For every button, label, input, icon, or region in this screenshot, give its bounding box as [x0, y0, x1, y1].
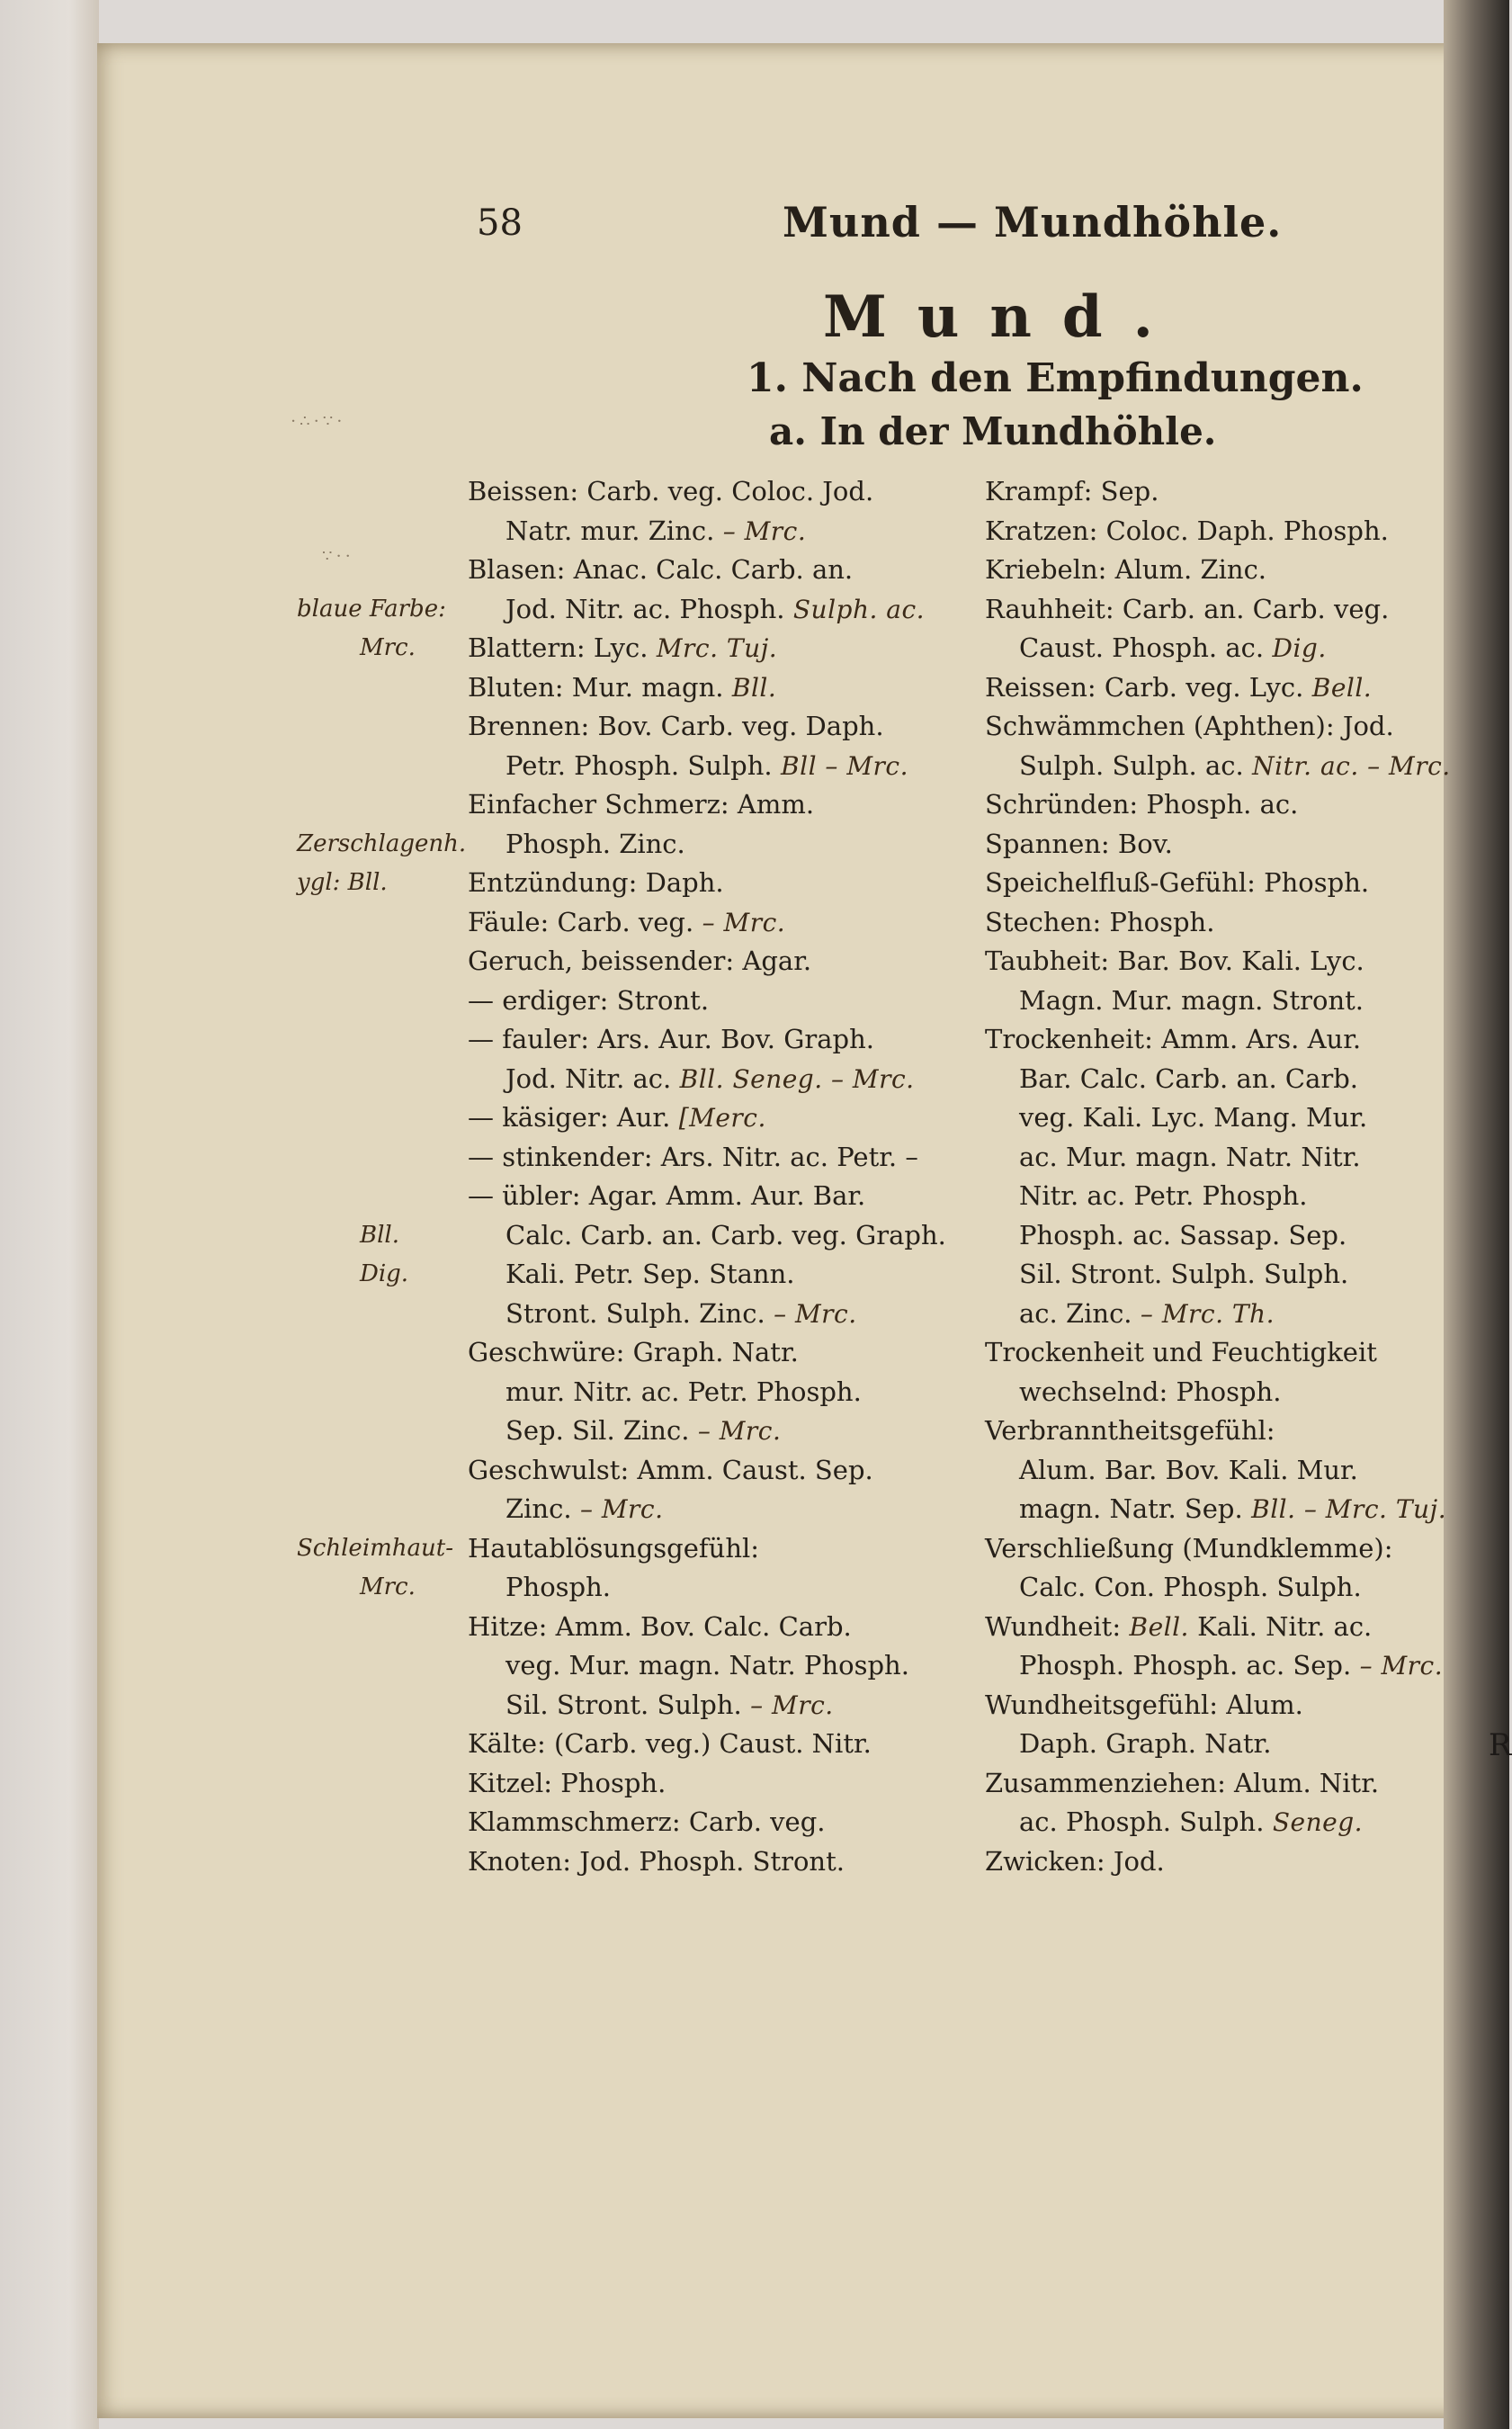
index-entry — [985, 551, 1489, 590]
index-entry — [468, 1842, 935, 1882]
index-entry — [468, 512, 935, 551]
handwritten-annotation: Mrc. Tuj. — [648, 633, 778, 663]
entry-text: Sil. Stront. Sulph. — [505, 1689, 742, 1720]
entry-text: Schründen: Phosph. ac. — [985, 789, 1299, 820]
index-entry — [985, 747, 1489, 786]
margin-annotation: Zerschlagenh. — [297, 829, 467, 857]
handwritten-annotation: – Mrc. — [693, 907, 786, 937]
entry-text-continued: Kali. Nitr. ac. — [1188, 1610, 1373, 1642]
index-entry — [468, 1490, 935, 1529]
index-entry — [985, 1138, 1489, 1178]
margin-annotation: Schleimhaut- — [297, 1534, 454, 1562]
handwritten-annotation: Bll. — [723, 672, 777, 703]
index-entry — [985, 1490, 1489, 1529]
entry-text: Reissen: Carb. veg. Lyc. — [985, 671, 1304, 703]
entry-text: Natr. mur. Zinc. — [505, 515, 715, 546]
right-column — [985, 472, 1489, 1881]
running-head: Mund — Mundhöhle. — [783, 198, 1283, 246]
entry-text: Blasen: Anac. Calc. Carb. an. — [468, 554, 854, 585]
index-entry — [985, 1646, 1489, 1686]
margin-annotation: Mrc. — [360, 1573, 416, 1600]
entry-text: Kitzel: Phosph. — [468, 1767, 667, 1798]
index-entry — [468, 1764, 935, 1804]
index-entry — [468, 1725, 935, 1764]
index-entry — [468, 1216, 946, 1256]
index-entry — [985, 512, 1489, 551]
index-entry — [468, 1608, 935, 1647]
entry-text: Stront. Sulph. Zinc. — [505, 1297, 765, 1329]
entry-text: Beissen: Carb. veg. Coloc. Jod. — [468, 476, 874, 506]
index-entry — [985, 1451, 1489, 1491]
entry-text: Krampf: Sep. — [985, 476, 1159, 506]
entry-text: Kratzen: Coloc. Daph. Phosph. — [985, 515, 1389, 546]
entry-text: Speichelfluß-Gefühl: Phosph. — [985, 867, 1370, 898]
entry-text: Nitr. ac. Petr. Phosph. — [1019, 1180, 1308, 1211]
index-entry — [985, 1098, 1489, 1138]
index-entry — [985, 1295, 1489, 1334]
entry-text: Trockenheit und Feuchtigkeit — [985, 1337, 1377, 1367]
index-entry — [985, 1177, 1489, 1216]
index-entry — [985, 1255, 1489, 1295]
entry-text: Zusammenziehen: Alum. Nitr. — [985, 1767, 1380, 1798]
margin-annotation: Dig. — [360, 1260, 409, 1287]
index-entry — [468, 668, 935, 708]
index-entry — [468, 1568, 935, 1608]
entry-text: Calc. Con. Phosph. Sulph. — [1019, 1572, 1362, 1602]
entry-text: Brennen: Bov. Carb. veg. Daph. — [468, 711, 884, 741]
index-entry — [468, 1412, 935, 1451]
index-entry — [985, 629, 1489, 668]
entry-text: Wundheit: — [985, 1610, 1122, 1642]
entry-text: Hitze: Amm. Bov. Calc. Carb. — [468, 1610, 852, 1642]
entry-text: ac. Phosph. Sulph. — [1019, 1806, 1265, 1837]
entry-text: Geschwulst: Amm. Caust. Sep. — [468, 1454, 873, 1485]
index-entry — [468, 1177, 935, 1216]
handwritten-annotation: – Mrc. — [1351, 1651, 1444, 1681]
handwritten-annotation: Sulph. ac. — [784, 594, 926, 624]
entry-text: Klammschmerz: Carb. veg. — [468, 1806, 826, 1837]
index-entry — [985, 472, 1489, 512]
index-entry — [468, 629, 935, 668]
index-entry — [468, 590, 935, 630]
index-entry — [985, 668, 1489, 708]
handwritten-annotation: Bell. — [1121, 1611, 1189, 1642]
margin-annotation: Mrc. — [360, 634, 416, 661]
index-entry — [985, 1373, 1489, 1412]
entry-text: magn. Natr. Sep. — [1019, 1493, 1243, 1524]
handwritten-annotation: [Merc. — [670, 1103, 766, 1133]
page-number: 58 — [477, 202, 523, 244]
index-entry — [468, 1451, 935, 1491]
entry-text: — stinkender: Ars. Nitr. ac. Petr. – — [468, 1141, 918, 1172]
entry-text: Entzündung: Daph. — [468, 867, 724, 898]
entry-text: Zwicken: Jod. — [985, 1845, 1165, 1877]
entry-text: ac. Mur. magn. Natr. Nitr. — [1019, 1141, 1361, 1172]
index-entry — [985, 1216, 1489, 1256]
entry-text: Kriebeln: Alum. Zinc. — [985, 554, 1267, 585]
entry-text: — erdiger: Stront. — [468, 984, 710, 1016]
handwritten-annotation: – Mrc. — [571, 1494, 664, 1524]
handwritten-annotation: – Mrc. — [765, 1298, 857, 1329]
index-entry — [468, 942, 935, 981]
margin-annotation: ygl: Bll. — [297, 869, 388, 896]
index-entry — [468, 1020, 935, 1060]
entry-text: Alum. Bar. Bov. Kali. Mur. — [1019, 1454, 1358, 1485]
index-entry — [985, 864, 1489, 903]
handwritten-annotation: – Mrc. — [689, 1416, 782, 1446]
section-heading: 1. Nach den Empfindungen. — [747, 355, 1364, 401]
entry-text: veg. Mur. magn. Natr. Phosph. — [505, 1650, 909, 1681]
entry-text: Jod. Nitr. ac. Phosph. — [505, 593, 785, 624]
index-entry — [468, 1098, 935, 1138]
index-entry — [468, 1803, 935, 1842]
entry-text: Geruch, beissender: Agar. — [468, 946, 812, 976]
entry-text: — fauler: Ars. Aur. Bov. Graph. — [468, 1024, 874, 1054]
index-entry — [985, 903, 1489, 943]
entry-text: Trockenheit: Amm. Ars. Aur. — [985, 1024, 1362, 1054]
index-entry — [468, 825, 935, 865]
ink-smudge: ⋅∴⋅∵⋅ — [291, 412, 346, 431]
entry-text: mur. Nitr. ac. Petr. Phosph. — [505, 1376, 862, 1407]
handwritten-annotation: Bll. Seneg. – Mrc. — [671, 1063, 915, 1094]
entry-text: Einfacher Schmerz: Amm. — [468, 789, 815, 820]
index-entry — [985, 707, 1489, 747]
index-entry — [985, 1764, 1489, 1804]
entry-text: Kali. Petr. Sep. Stann. — [505, 1259, 795, 1289]
entry-text: Phosph. Zinc. — [505, 828, 685, 859]
entry-text: Zinc. — [505, 1493, 572, 1524]
entry-text: Wundheitsgefühl: Alum. — [985, 1689, 1303, 1720]
index-entry — [468, 1373, 935, 1412]
entry-text: Daph. Graph. Natr. — [1019, 1728, 1272, 1759]
index-entry — [468, 1686, 935, 1725]
index-entry — [985, 1333, 1489, 1373]
subsection-heading: a. In der Mundhöhle. — [769, 409, 1217, 453]
index-entry — [985, 1608, 1489, 1647]
entry-text: Rauhheit: Carb. an. Carb. veg. — [985, 593, 1390, 624]
handwritten-annotation: Nitr. ac. – Mrc. — [1243, 750, 1451, 781]
index-entry — [985, 1060, 1489, 1099]
handwritten-annotation: – Mrc. — [741, 1690, 834, 1720]
edge-letter: R — [1489, 1727, 1512, 1763]
entry-text: Kälte: (Carb. veg.) Caust. Nitr. — [468, 1728, 872, 1759]
entry-text: Stechen: Phosph. — [985, 906, 1215, 937]
entry-text: Caust. Phosph. ac. — [1019, 632, 1265, 663]
entry-text: Calc. Carb. an. Carb. veg. Graph. — [505, 1219, 946, 1250]
index-entry — [468, 1333, 935, 1373]
handwritten-annotation: – Mrc. Th. — [1132, 1298, 1275, 1329]
entry-text: — käsiger: Aur. — [468, 1102, 671, 1133]
entry-text: veg. Kali. Lyc. Mang. Mur. — [1019, 1102, 1368, 1133]
index-entry — [985, 590, 1489, 630]
entry-text: Taubheit: Bar. Bov. Kali. Lyc. — [985, 946, 1364, 976]
index-entry — [468, 472, 935, 512]
handwritten-annotation: Dig. — [1264, 633, 1327, 663]
entry-text: Phosph. — [505, 1572, 611, 1602]
handwritten-annotation: – Mrc. — [714, 515, 807, 546]
index-entry — [985, 1686, 1489, 1725]
index-entry — [985, 942, 1489, 981]
index-entry — [468, 1529, 935, 1569]
index-entry — [468, 785, 935, 825]
entry-text: Verschließung (Mundklemme): — [985, 1532, 1393, 1564]
index-entry — [468, 747, 935, 786]
entry-text: Bar. Calc. Carb. an. Carb. — [1019, 1062, 1359, 1094]
index-entry — [985, 785, 1489, 825]
entry-text: Petr. Phosph. Sulph. — [505, 749, 773, 781]
index-entry — [985, 1803, 1489, 1842]
entry-text: — übler: Agar. Amm. Aur. Bar. — [468, 1180, 866, 1211]
entry-text: Phosph. Phosph. ac. Sep. — [1019, 1650, 1352, 1681]
index-entry — [468, 864, 935, 903]
handwritten-annotation: Bll – Mrc. — [772, 750, 908, 781]
book-binding — [0, 0, 99, 2429]
index-entry — [468, 903, 935, 943]
index-entry — [468, 981, 935, 1021]
page-title: Mund. — [823, 283, 1184, 351]
entry-text: Phosph. ac. Sassap. Sep. — [1019, 1219, 1347, 1250]
index-entry — [468, 1646, 935, 1686]
index-entry — [468, 551, 935, 590]
entry-text: Verbranntheitsgefühl: — [985, 1415, 1275, 1446]
entry-text: Jod. Nitr. ac. — [505, 1062, 672, 1094]
handwritten-annotation: Bell. — [1303, 672, 1373, 703]
entry-text: Knoten: Jod. Phosph. Stront. — [468, 1845, 845, 1877]
left-column — [468, 472, 946, 1881]
entry-text: Blattern: Lyc. — [468, 632, 649, 663]
entry-text: Spannen: Bov. — [985, 828, 1173, 859]
index-entry — [985, 981, 1489, 1021]
index-entry — [468, 1295, 935, 1334]
ink-smudge: ∵⋅⋅ — [322, 547, 354, 566]
margin-annotation: blaue Farbe: — [297, 595, 446, 623]
entry-text: ac. Zinc. — [1019, 1297, 1132, 1329]
handwritten-annotation: Bll. – Mrc. Tuj. — [1242, 1494, 1447, 1524]
margin-annotation: Bll. — [360, 1221, 400, 1249]
index-entry — [985, 1568, 1489, 1608]
entry-text: Sulph. Sulph. ac. — [1019, 749, 1244, 781]
index-entry — [468, 1138, 935, 1178]
index-entry — [468, 1060, 935, 1099]
entry-text: Magn. Mur. magn. Stront. — [1019, 984, 1364, 1016]
index-entry — [468, 707, 935, 747]
entry-text: Sil. Stront. Sulph. Sulph. — [1019, 1259, 1349, 1289]
entry-text: Schwämmchen (Aphthen): Jod. — [985, 711, 1394, 741]
index-entry — [985, 1842, 1489, 1882]
handwritten-annotation: Seneg. — [1264, 1807, 1364, 1837]
entry-text: Sep. Sil. Zinc. — [505, 1415, 690, 1446]
index-entry — [985, 1725, 1489, 1764]
entry-text: Geschwüre: Graph. Natr. — [468, 1337, 799, 1367]
entry-text: Fäule: Carb. veg. — [468, 906, 694, 937]
index-entry — [985, 1529, 1489, 1569]
entry-text: Hautablösungsgefühl: — [468, 1532, 760, 1564]
entry-text: Bluten: Mur. magn. — [468, 671, 724, 703]
index-entry — [985, 1020, 1489, 1060]
index-entry — [985, 1412, 1489, 1451]
index-entry — [985, 825, 1489, 865]
entry-text: wechselnd: Phosph. — [1019, 1376, 1282, 1407]
index-entry — [468, 1255, 935, 1295]
